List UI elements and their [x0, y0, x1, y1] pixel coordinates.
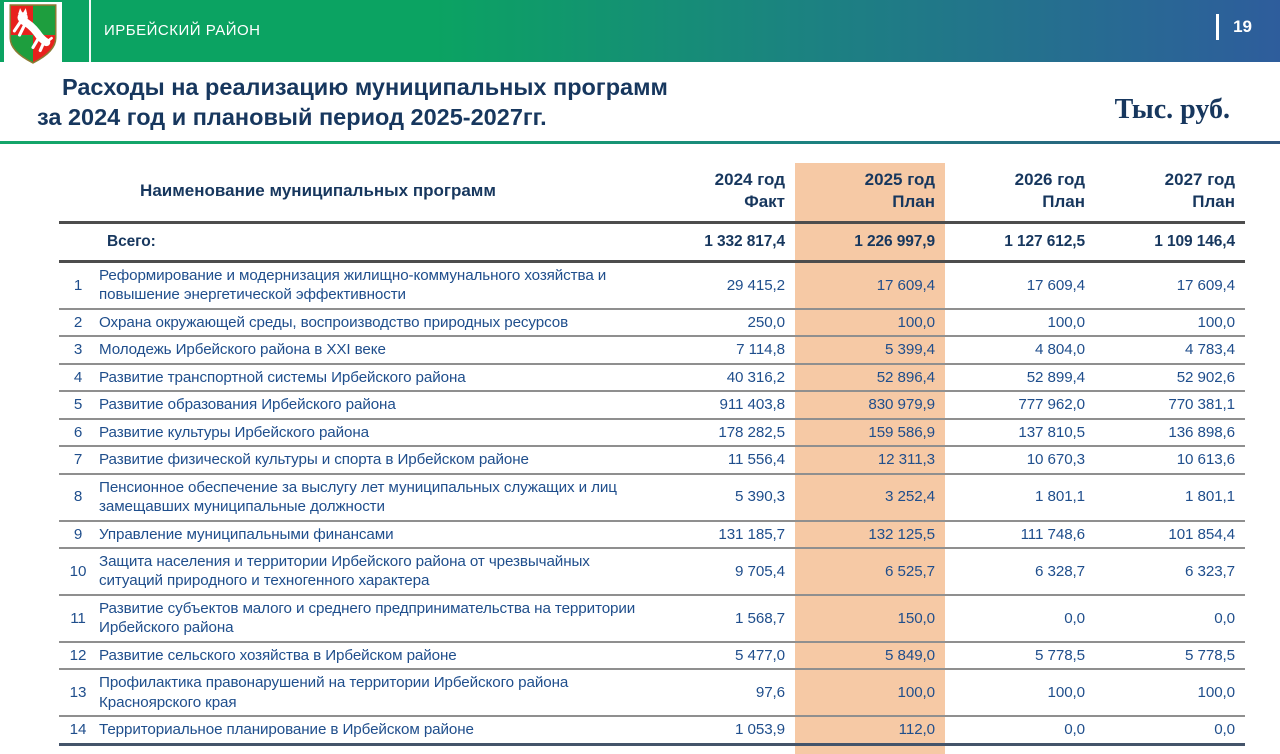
- value-cell: 136 898,6: [1095, 419, 1245, 446]
- value-cell: 9 705,4: [657, 548, 795, 595]
- table-row: [59, 474, 1245, 521]
- value-cell: 777 962,0: [945, 391, 1095, 418]
- value-cell: 5 390,3: [657, 474, 795, 521]
- program-name-cell: Развитие субъектов малого и среднего предпринимательства на территории Ирбейского района: [97, 595, 657, 642]
- coat-of-arms-icon: [7, 3, 59, 65]
- value-cell: 111 748,6: [945, 521, 1095, 548]
- value-cell: 250,0: [657, 309, 795, 336]
- value-cell: 17 609,4: [1095, 262, 1245, 309]
- value-cell: 159 586,9: [795, 419, 945, 446]
- value-cell: 97,6: [657, 669, 795, 716]
- value-cell: 100,0: [795, 669, 945, 716]
- table-row: [59, 364, 1245, 391]
- program-name-cell: Молодежь Ирбейского района в XXI веке: [97, 336, 657, 363]
- value-cell: 100,0: [1095, 309, 1245, 336]
- banner-separator: [89, 0, 91, 62]
- program-name-cell: Охрана окружающей среды, воспроизводство природных ресурсов: [97, 309, 657, 336]
- row-number: 1: [59, 262, 97, 309]
- table-row: [59, 642, 1245, 669]
- total-row-num-spacer: [59, 223, 97, 262]
- highlight-column-overlay: [795, 746, 945, 754]
- total-value: 1 332 817,4: [657, 223, 795, 262]
- value-cell: 178 282,5: [657, 419, 795, 446]
- programs-table: [59, 163, 1245, 746]
- total-value: 1 226 997,9: [795, 223, 945, 262]
- program-name-cell: Территориальное планирование в Ирбейском районе: [97, 716, 657, 744]
- total-label: Всего:: [97, 223, 657, 262]
- program-name-cell: Развитие сельского хозяйства в Ирбейском районе: [97, 642, 657, 669]
- row-number: 5: [59, 391, 97, 418]
- row-number: 4: [59, 364, 97, 391]
- value-cell: 830 979,9: [795, 391, 945, 418]
- page-number-divider: [1216, 14, 1219, 40]
- table-header-row: [59, 163, 1245, 223]
- value-cell: 29 415,2: [657, 262, 795, 309]
- row-number: 10: [59, 548, 97, 595]
- table-row: [59, 309, 1245, 336]
- value-cell: 0,0: [945, 595, 1095, 642]
- value-cell: 5 399,4: [795, 336, 945, 363]
- table-row: [59, 419, 1245, 446]
- table-row: [59, 548, 1245, 595]
- value-cell: 0,0: [1095, 595, 1245, 642]
- table-row: [59, 521, 1245, 548]
- value-cell: 10 613,6: [1095, 446, 1245, 473]
- table-row: [59, 446, 1245, 473]
- title-line-1: Расходы на реализацию муниципальных программ: [62, 74, 668, 100]
- table-row: [59, 336, 1245, 363]
- title-divider: [0, 141, 1280, 144]
- row-number: 13: [59, 669, 97, 716]
- value-cell: 1 568,7: [657, 595, 795, 642]
- year-column-header-0: 2024 год Факт: [657, 163, 795, 223]
- program-name-cell: Развитие культуры Ирбейского района: [97, 419, 657, 446]
- total-value: 1 127 612,5: [945, 223, 1095, 262]
- program-name-cell: Управление муниципальными финансами: [97, 521, 657, 548]
- total-value: 1 109 146,4: [1095, 223, 1245, 262]
- units-label: Тыс. руб.: [1114, 94, 1230, 125]
- value-cell: 132 125,5: [795, 521, 945, 548]
- program-name-cell: Развитие образования Ирбейского района: [97, 391, 657, 418]
- program-name-cell: Пенсионное обеспечение за выслугу лет муниципальных служащих и лиц замещавших муниципальные должности: [97, 474, 657, 521]
- programs-table-grid: [59, 163, 1245, 746]
- value-cell: 12 311,3: [795, 446, 945, 473]
- program-name-cell: Профилактика правонарушений на территории Ирбейского района Красноярского края: [97, 669, 657, 716]
- year-column-header-2: 2026 год План: [945, 163, 1095, 223]
- value-cell: 52 899,4: [945, 364, 1095, 391]
- value-cell: 100,0: [795, 309, 945, 336]
- value-cell: 1 053,9: [657, 716, 795, 744]
- program-name-header: Наименование муниципальных программ: [59, 163, 657, 223]
- value-cell: 1 801,1: [1095, 474, 1245, 521]
- row-number: 6: [59, 419, 97, 446]
- value-cell: 5 477,0: [657, 642, 795, 669]
- value-cell: 6 323,7: [1095, 548, 1245, 595]
- row-number: 8: [59, 474, 97, 521]
- program-name-cell: Реформирование и модернизация жилищно-коммунального хозяйства и повышение энергетической эффективности: [97, 262, 657, 309]
- row-number: 7: [59, 446, 97, 473]
- table-row: [59, 669, 1245, 716]
- top-banner: [0, 0, 1280, 62]
- value-cell: 4 783,4: [1095, 336, 1245, 363]
- value-cell: 52 902,6: [1095, 364, 1245, 391]
- table-row: [59, 595, 1245, 642]
- value-cell: 770 381,1: [1095, 391, 1245, 418]
- value-cell: 911 403,8: [657, 391, 795, 418]
- value-cell: 17 609,4: [945, 262, 1095, 309]
- program-name-cell: Развитие транспортной системы Ирбейского района: [97, 364, 657, 391]
- year-column-header-1: 2025 год План: [795, 163, 945, 223]
- value-cell: 52 896,4: [795, 364, 945, 391]
- value-cell: 40 316,2: [657, 364, 795, 391]
- district-name: ИРБЕЙСКИЙ РАЙОН: [104, 22, 261, 39]
- slide-title: [37, 72, 668, 132]
- value-cell: 131 185,7: [657, 521, 795, 548]
- value-cell: 150,0: [795, 595, 945, 642]
- value-cell: 5 778,5: [945, 642, 1095, 669]
- value-cell: 6 525,7: [795, 548, 945, 595]
- value-cell: 100,0: [1095, 669, 1245, 716]
- value-cell: 6 328,7: [945, 548, 1095, 595]
- value-cell: 4 804,0: [945, 336, 1095, 363]
- value-cell: 137 810,5: [945, 419, 1095, 446]
- value-cell: 100,0: [945, 309, 1095, 336]
- value-cell: 0,0: [1095, 716, 1245, 744]
- row-number: 3: [59, 336, 97, 363]
- program-name-cell: Развитие физической культуры и спорта в Ирбейском районе: [97, 446, 657, 473]
- value-cell: 7 114,8: [657, 336, 795, 363]
- title-line-2: за 2024 год и плановый период 2025-2027гг.: [37, 104, 547, 131]
- value-cell: 112,0: [795, 716, 945, 744]
- table-row: [59, 262, 1245, 309]
- table-row: [59, 391, 1245, 418]
- year-column-header-3: 2027 год План: [1095, 163, 1245, 223]
- table-row: [59, 716, 1245, 744]
- value-cell: 10 670,3: [945, 446, 1095, 473]
- value-cell: 11 556,4: [657, 446, 795, 473]
- program-name-cell: Защита населения и территории Ирбейского района от чрезвычайных ситуаций природного и техногенного характера: [97, 548, 657, 595]
- value-cell: 3 252,4: [795, 474, 945, 521]
- value-cell: 17 609,4: [795, 262, 945, 309]
- value-cell: 101 854,4: [1095, 521, 1245, 548]
- value-cell: 100,0: [945, 669, 1095, 716]
- row-number: 11: [59, 595, 97, 642]
- value-cell: 5 778,5: [1095, 642, 1245, 669]
- row-number: 12: [59, 642, 97, 669]
- page-number-group: [1216, 12, 1252, 42]
- value-cell: 5 849,0: [795, 642, 945, 669]
- district-coat-of-arms: [4, 2, 62, 66]
- value-cell: 0,0: [945, 716, 1095, 744]
- row-number: 2: [59, 309, 97, 336]
- row-number: 9: [59, 521, 97, 548]
- title-area: [0, 62, 1280, 142]
- row-number: 14: [59, 716, 97, 744]
- value-cell: 1 801,1: [945, 474, 1095, 521]
- page-number: 19: [1233, 17, 1252, 36]
- total-row: [59, 223, 1245, 262]
